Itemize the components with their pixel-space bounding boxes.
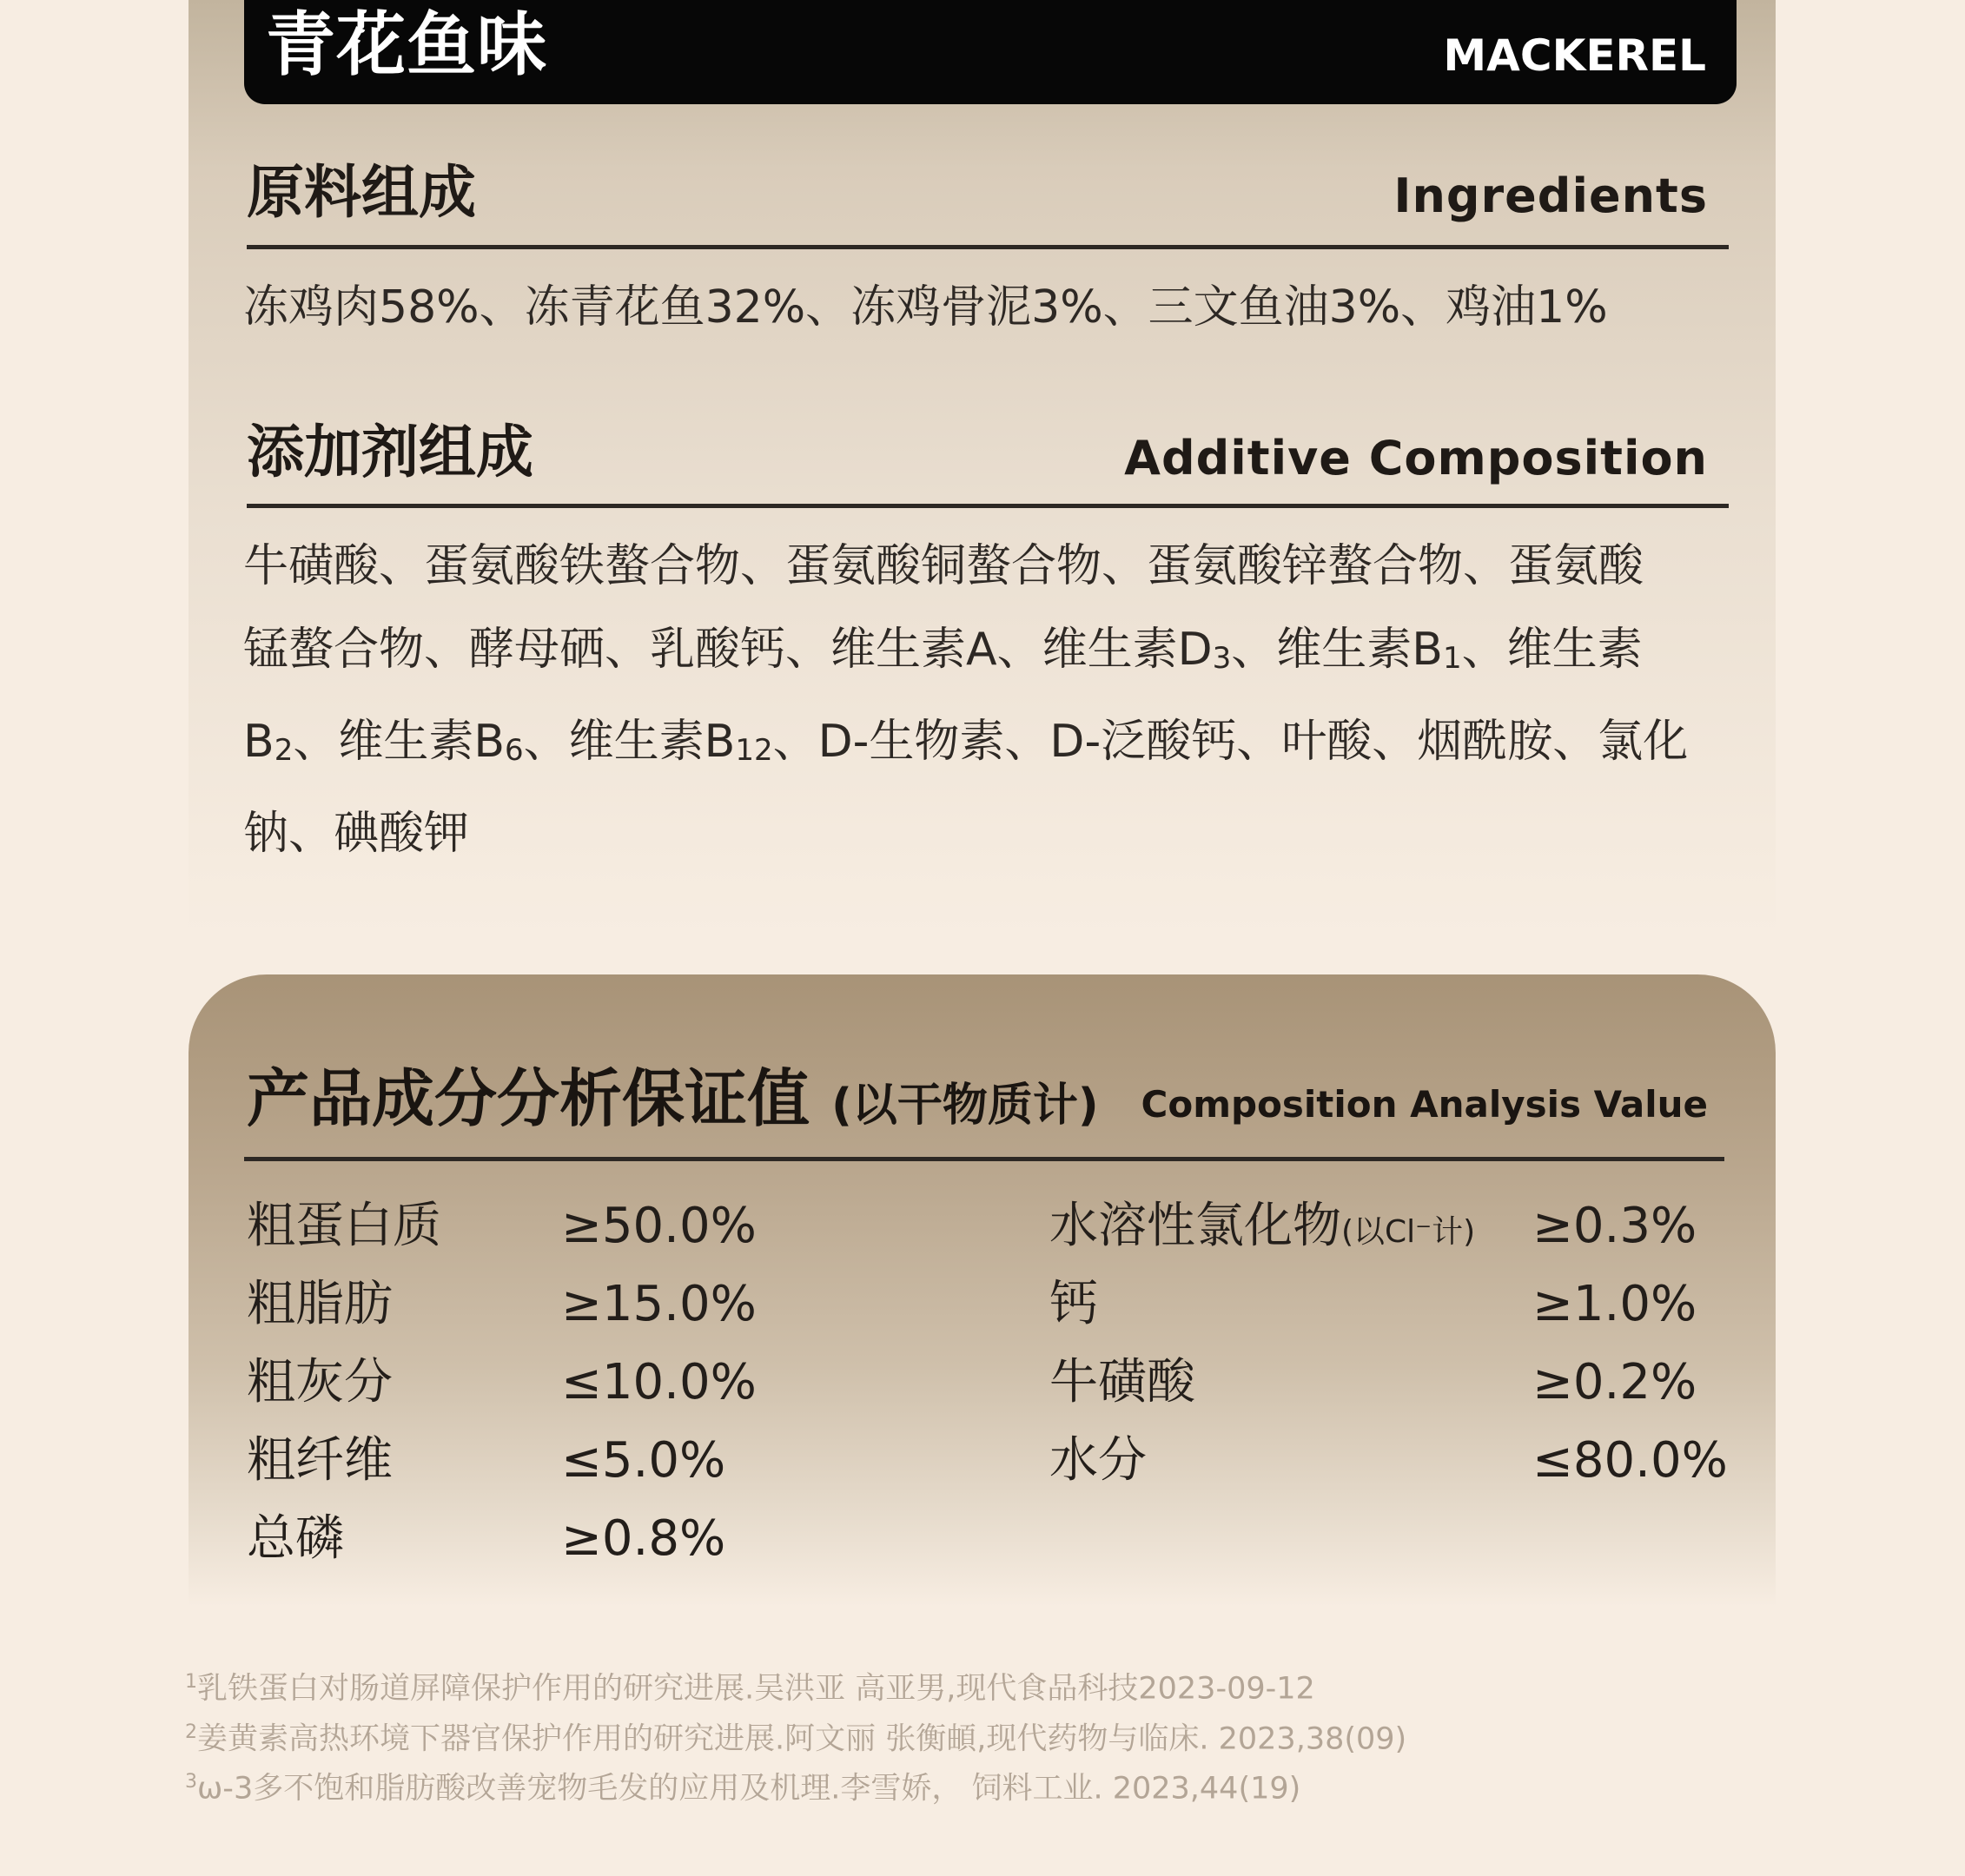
additives-heading-cn: 添加剂组成 xyxy=(247,419,533,486)
analysis-value: ≤80.0% xyxy=(1532,1432,1728,1489)
flavor-title-cn: 青花鱼味 xyxy=(266,4,547,85)
reference-item: $^3$ω-3多不饱和脂肪酸改善宠物毛发的应用及机理.李雪娇， 饲料工业. 2023,44(19) xyxy=(185,1771,1301,1807)
additives-text xyxy=(243,525,1737,875)
additives-line-3: B2、维生素B6、维生素B12、D-生物素、D-泛酸钙、叶酸、烟酰胺、氯化 xyxy=(243,716,1689,768)
analysis-heading-en: Composition Analysis Value xyxy=(1141,1083,1708,1126)
analysis-label: 钙 xyxy=(1049,1276,1098,1332)
analysis-label: 粗蛋白质 xyxy=(247,1198,441,1254)
analysis-value: ≥1.0% xyxy=(1532,1276,1697,1332)
analysis-label: 水溶性氯化物(以Cl⁻计) xyxy=(1049,1198,1476,1254)
reference-item: $^1$乳铁蛋白对肠道屏障保护作用的研究进展.吴洪亚 高亚男,现代食品科技2023-09-12 xyxy=(185,1671,1315,1707)
analysis-value: ≤10.0% xyxy=(561,1354,757,1410)
analysis-label: 粗脂肪 xyxy=(247,1276,393,1332)
analysis-label: 总磷 xyxy=(247,1510,344,1567)
analysis-value: ≥15.0% xyxy=(561,1276,757,1332)
analysis-divider xyxy=(244,1157,1724,1161)
analysis-value: ≥50.0% xyxy=(561,1198,757,1254)
ingredients-text: 冻鸡肉58%、冻青花鱼32%、冻鸡骨泥3%、三文鱼油3%、鸡油1% xyxy=(243,281,1608,334)
additives-heading-en: Additive Composition xyxy=(1124,431,1708,486)
analysis-label: 粗灰分 xyxy=(247,1354,393,1410)
analysis-heading-cn: 产品成分分析保证值 (以干物质计) xyxy=(247,1062,1099,1135)
additives-line-4: 钠、碘酸钾 xyxy=(243,808,470,860)
additives-line-1: 牛磺酸、蛋氨酸铁螯合物、蛋氨酸铜螯合物、蛋氨酸锌螯合物、蛋氨酸 xyxy=(243,540,1644,592)
analysis-label: 粗纤维 xyxy=(247,1432,393,1489)
ingredients-divider xyxy=(247,245,1729,249)
analysis-value: ≤5.0% xyxy=(561,1432,726,1489)
analysis-label: 牛磺酸 xyxy=(1049,1354,1195,1410)
ingredients-heading-cn: 原料组成 xyxy=(247,159,476,226)
analysis-value: ≥0.3% xyxy=(1532,1198,1697,1254)
reference-item: $^2$姜黄素高热环境下器官保护作用的研究进展.阿文丽 张衡頔,现代药物与临床. 2023,38(09) xyxy=(185,1721,1407,1757)
references xyxy=(185,1661,1749,1811)
ingredients-heading-en: Ingredients xyxy=(1393,168,1708,223)
additives-divider xyxy=(247,504,1729,508)
additives-line-2: 锰螯合物、酵母硒、乳酸钙、维生素A、维生素D3、维生素B1、维生素 xyxy=(243,624,1643,676)
analysis-label: 水分 xyxy=(1049,1432,1147,1489)
flavor-title-en: MACKEREL xyxy=(1443,30,1706,81)
analysis-value: ≥0.2% xyxy=(1532,1354,1697,1410)
analysis-value: ≥0.8% xyxy=(561,1510,726,1567)
